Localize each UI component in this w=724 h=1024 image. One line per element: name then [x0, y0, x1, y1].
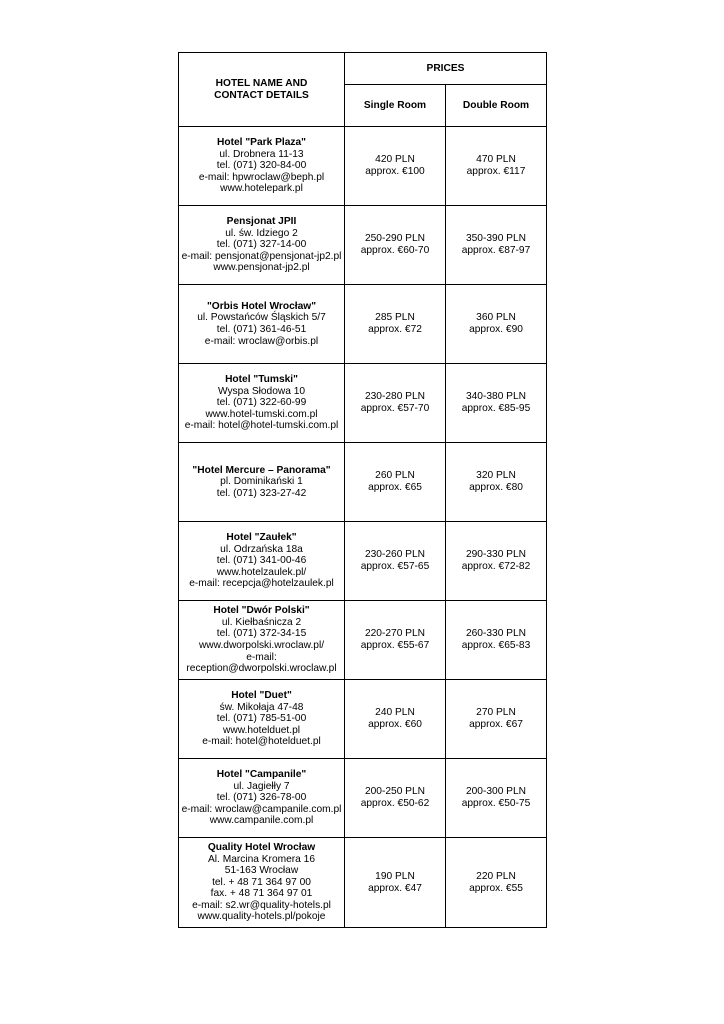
double-price-eur: approx. €117: [466, 166, 526, 177]
double-price-pln: 220 PLN: [476, 870, 516, 882]
hotel-contact-cell: [179, 680, 345, 759]
hotel-detail-line: www.hotelepark.pl: [220, 183, 303, 195]
single-room-price-cell: [345, 601, 446, 680]
double-price-eur: approx. €72-82: [461, 561, 531, 572]
single-price-eur: approx. €65: [368, 482, 422, 493]
hotel-name: Hotel "Duet": [231, 690, 292, 702]
hotel-detail-line: tel. (071) 327-14-00: [216, 239, 307, 251]
hotel-name: Hotel "Zaułek": [226, 532, 297, 544]
hotel-detail-line: www.quality-hotels.pl/pokoje: [197, 911, 326, 923]
hotel-contact-cell: [179, 601, 345, 680]
hotel-detail-line: e-mail:: [246, 651, 277, 663]
hotel-detail-line: www.dworpolski.wroclaw.pl/: [198, 640, 325, 651]
double-room-price-cell: [446, 838, 547, 928]
double-room-price-cell: [446, 601, 547, 680]
hotel-name: "Hotel Mercure – Panorama": [192, 464, 331, 476]
double-price-pln: 350-390 PLN: [465, 233, 527, 245]
double-price-pln: 360 PLN: [476, 312, 516, 324]
prices-header: PRICES: [345, 53, 547, 85]
hotel-detail-line: ul. Jagiełły 7: [233, 780, 290, 792]
single-price-eur: approx. €72: [368, 324, 422, 335]
double-price-eur: approx. €65-83: [461, 640, 531, 651]
hotel-detail-line: ul. Kiełbaśnicza 2: [221, 616, 302, 628]
double-room-price-cell: [446, 680, 547, 759]
table-row: [179, 838, 547, 928]
hotel-detail-line: tel. + 48 71 364 97 00: [212, 876, 311, 888]
single-room-price-cell: [345, 364, 446, 443]
double-price-eur: approx. €85-95: [461, 403, 531, 414]
double-room-price-cell: [446, 522, 547, 601]
hotel-detail-line: e-mail: pensjonat@pensjonat-jp2.pl: [181, 250, 342, 262]
hotel-detail-line: e-mail: wroclaw@orbis.pl: [204, 335, 319, 347]
double-price-pln: 470 PLN: [476, 154, 516, 166]
hotel-contact-cell: [179, 127, 345, 206]
double-room-price-cell: [446, 285, 547, 364]
hotel-detail-line: ul. Powstańców Śląskich 5/7: [197, 312, 326, 324]
double-room-price-cell: [446, 443, 547, 522]
hotel-name: Quality Hotel Wrocław: [207, 841, 316, 853]
single-price-eur: approx. €60: [368, 719, 422, 730]
hotel-detail-line: www.pensjonat-jp2.pl: [213, 262, 310, 274]
double-price-eur: approx. €90: [469, 324, 523, 335]
single-room-price-cell: [345, 838, 446, 928]
hotel-name: "Orbis Hotel Wrocław": [206, 300, 317, 312]
double-price-eur: approx. €55: [469, 882, 523, 894]
hotel-contact-cell: [179, 364, 345, 443]
hotel-detail-line: tel. (071) 785-51-00: [216, 713, 307, 725]
table-row: [179, 127, 547, 206]
single-room-price-cell: [345, 206, 446, 285]
single-room-price-cell: [345, 680, 446, 759]
double-price-eur: approx. €80: [469, 482, 523, 493]
hotel-detail-line: fax. + 48 71 364 97 01: [210, 888, 313, 900]
hotel-detail-line: www.hotel-tumski.com.pl: [205, 408, 318, 420]
hotel-contact-cell: [179, 838, 345, 928]
single-room-price-cell: [345, 285, 446, 364]
hotel-detail-line: tel. (071) 322-60-99: [216, 397, 307, 409]
single-room-price-cell: [345, 127, 446, 206]
hotel-name: Hotel "Tumski": [225, 374, 298, 386]
single-price-pln: 285 PLN: [375, 312, 415, 324]
table-row: [179, 680, 547, 759]
table-row: [179, 522, 547, 601]
double-price-pln: 320 PLN: [476, 470, 516, 482]
double-price-pln: 200-300 PLN: [465, 786, 527, 798]
single-price-eur: approx. €100: [365, 166, 425, 177]
hotel-detail-line: tel. (071) 323-27-42: [216, 487, 307, 499]
hotel-name: Hotel "Dwór Polski": [213, 605, 310, 617]
double-room-header: Double Room: [446, 85, 547, 127]
single-room-header: Single Room: [345, 85, 446, 127]
hotel-detail-line: e-mail: s2.wr@quality-hotels.pl: [192, 899, 331, 911]
single-price-pln: 420 PLN: [375, 154, 415, 166]
single-price-pln: 200-250 PLN: [364, 786, 426, 798]
single-price-eur: approx. €57-70: [360, 403, 430, 414]
hotel-detail-line: e-mail: hpwroclaw@beph.pl: [198, 171, 325, 183]
hotel-contact-cell: [179, 206, 345, 285]
single-price-eur: approx. €60-70: [360, 245, 430, 256]
single-price-pln: 250-290 PLN: [364, 233, 426, 245]
double-price-eur: approx. €67: [469, 719, 523, 730]
single-price-eur: approx. €55-67: [360, 640, 430, 651]
hotel-name-header-line1: HOTEL NAME AND: [215, 77, 308, 89]
table-row: [179, 759, 547, 838]
table-row: [179, 601, 547, 680]
hotel-detail-line: tel. (071) 372-34-15: [216, 628, 307, 640]
double-room-price-cell: [446, 364, 547, 443]
hotel-detail-line: ul. Drobnera 11-13: [219, 148, 304, 160]
hotel-detail-line: pl. Dominikański 1: [220, 476, 303, 488]
hotel-contact-cell: [179, 522, 345, 601]
table-row: [179, 364, 547, 443]
hotel-detail-line: ul. Odrzańska 18a: [220, 543, 303, 555]
table-row: [179, 206, 547, 285]
hotel-detail-line: e-mail: wroclaw@campanile.com.pl: [181, 803, 342, 815]
double-price-pln: 270 PLN: [476, 707, 516, 719]
hotel-detail-line: św. Mikołaja 47-48: [219, 701, 304, 713]
hotel-detail-line: Al. Marcina Kromera 16: [207, 853, 315, 865]
table-row: [179, 443, 547, 522]
double-price-pln: 260-330 PLN: [465, 628, 527, 640]
hotel-detail-line: www.hotelduet.pl: [222, 724, 301, 736]
hotel-detail-line: ul. św. Idziego 2: [225, 227, 298, 239]
hotel-detail-line: tel. (071) 320-84-00: [216, 160, 307, 172]
double-price-pln: 290-330 PLN: [465, 549, 527, 561]
single-price-pln: 230-280 PLN: [364, 391, 426, 403]
header-row: [179, 53, 547, 85]
hotel-detail-line: tel. (071) 341-00-46: [216, 555, 307, 567]
hotel-detail-line: www.hotelzaulek.pl/: [216, 566, 307, 578]
single-price-eur: approx. €47: [368, 882, 422, 894]
double-price-eur: approx. €87-97: [461, 245, 531, 256]
hotel-detail-line: www.campanile.com.pl: [209, 815, 314, 827]
single-room-price-cell: [345, 759, 446, 838]
double-room-price-cell: [446, 206, 547, 285]
hotel-detail-line: tel. (071) 361-46-51: [216, 324, 307, 335]
hotel-contact-cell: [179, 759, 345, 838]
hotel-name-header-line2: CONTACT DETAILS: [214, 89, 309, 101]
single-price-eur: approx. €50-62: [360, 798, 430, 809]
hotel-detail-line: tel. (071) 326-78-00: [216, 792, 307, 804]
single-price-eur: approx. €57-65: [360, 561, 430, 572]
single-price-pln: 260 PLN: [375, 470, 415, 482]
hotel-contact-cell: [179, 443, 345, 522]
double-price-pln: 340-380 PLN: [465, 391, 527, 403]
hotel-name: Hotel "Campanile": [216, 769, 307, 781]
single-room-price-cell: [345, 522, 446, 601]
hotel-detail-line: e-mail: hotel@hotel-tumski.com.pl: [184, 420, 339, 432]
hotel-detail-line: e-mail: hotel@hotelduet.pl: [202, 736, 321, 748]
hotel-prices-table: [178, 52, 547, 928]
single-price-pln: 230-260 PLN: [364, 549, 426, 561]
hotel-name-header: [179, 53, 345, 127]
hotel-detail-line: Wyspa Słodowa 10: [217, 385, 306, 397]
hotel-detail-line: 51-163 Wrocław: [224, 865, 299, 877]
double-price-eur: approx. €50-75: [461, 798, 531, 809]
hotel-name: Hotel "Park Plaza": [217, 137, 306, 149]
single-room-price-cell: [345, 443, 446, 522]
single-price-pln: 190 PLN: [375, 870, 415, 882]
hotel-contact-cell: [179, 285, 345, 364]
double-room-price-cell: [446, 127, 547, 206]
hotel-name: Pensjonat JPII: [226, 216, 297, 228]
hotel-detail-line: reception@dworpolski.wroclaw.pl: [186, 663, 337, 675]
table-row: [179, 285, 547, 364]
hotel-detail-line: e-mail: recepcja@hotelzaulek.pl: [189, 578, 334, 590]
double-room-price-cell: [446, 759, 547, 838]
single-price-pln: 220-270 PLN: [364, 628, 426, 640]
single-price-pln: 240 PLN: [375, 707, 415, 719]
